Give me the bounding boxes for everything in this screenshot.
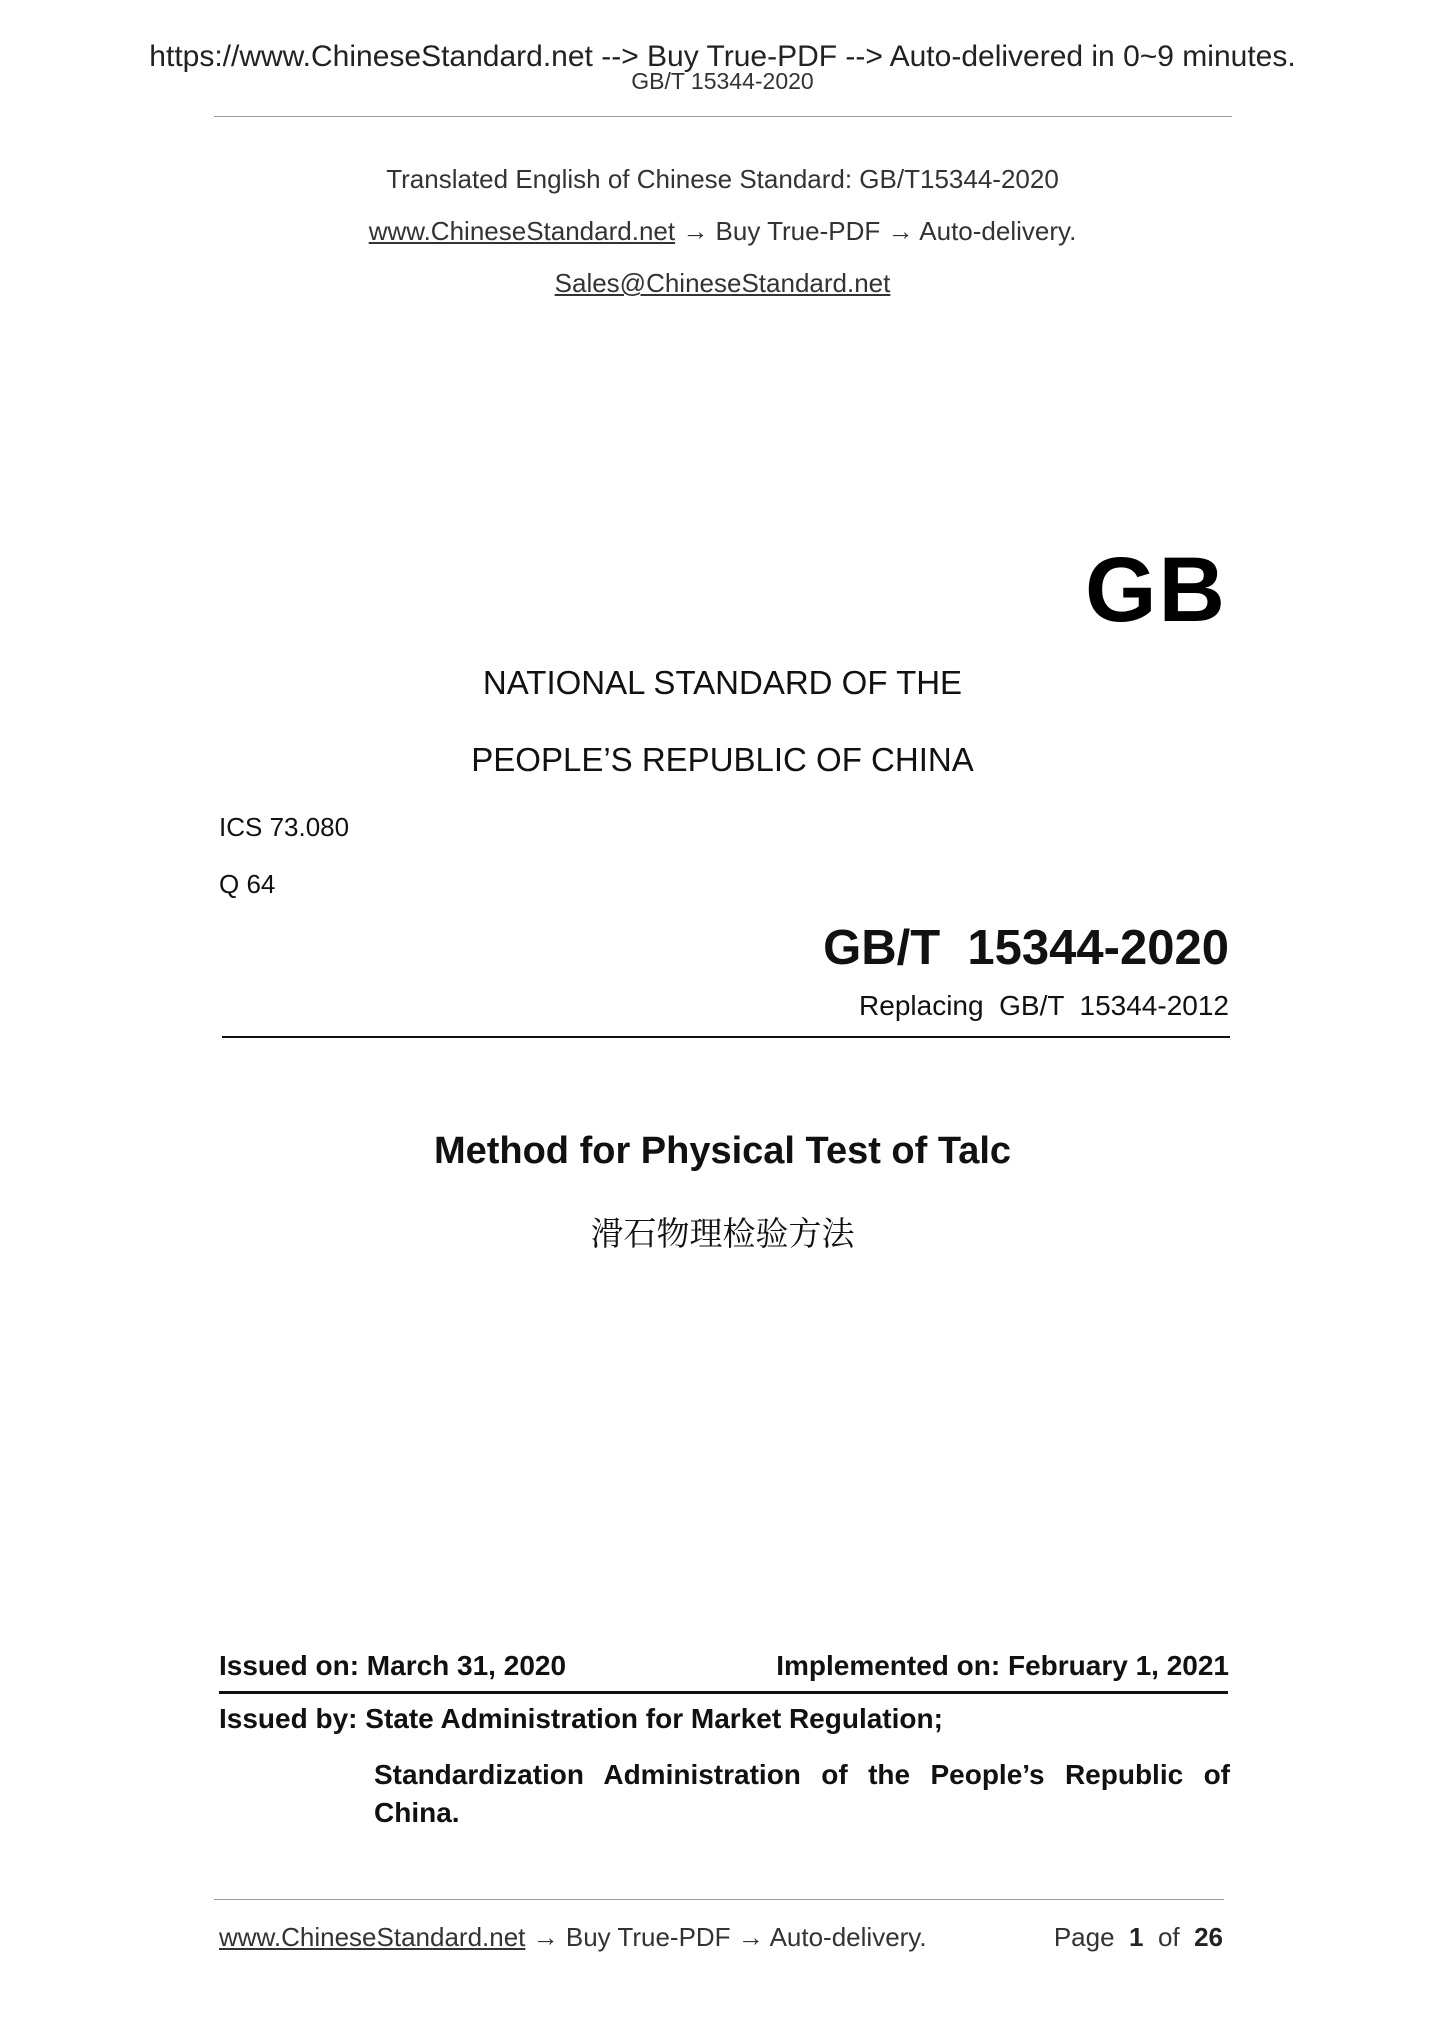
translated-notice: Translated English of Chinese Standard: GB/T15344-2020	[386, 164, 1059, 194]
header-divider	[214, 116, 1232, 117]
implemented-on-date: Implemented on: February 1, 2021	[776, 1650, 1229, 1681]
document-title-en: Method for Physical Test of Talc	[433, 1130, 1012, 1172]
ccs-code: Q 64	[219, 869, 276, 899]
gb-logo: GB	[1085, 539, 1227, 641]
standard-number: GB/T 15344-2020	[823, 921, 1229, 975]
document-title-zh: 滑石物理检验方法	[590, 1215, 855, 1252]
national-standard-line2: PEOPLE’S REPUBLIC OF CHINA	[471, 741, 974, 778]
footer-site-link[interactable]: www.ChineseStandard.net	[219, 1922, 526, 1952]
site-promo-line	[0, 216, 1445, 247]
site-link[interactable]: www.ChineseStandard.net	[368, 216, 676, 246]
footer-divider	[214, 1899, 1224, 1900]
page-current: 1	[1129, 1922, 1144, 1952]
issued-by-second-authority: Standardization Administration of the People’s Republic of China.	[374, 1759, 1230, 1828]
national-standard-line1: NATIONAL STANDARD OF THE	[482, 664, 963, 701]
replacing-standard: Replacing GB/T 15344-2012	[859, 990, 1229, 1021]
buy-text: → Buy True-PDF → Auto-delivery.	[675, 216, 1077, 246]
page-total: 26	[1194, 1922, 1223, 1952]
of-label: of	[1157, 1922, 1180, 1952]
sales-email-link[interactable]: Sales@ChineseStandard.net	[554, 268, 891, 298]
issued-by: Issued by: State Administration for Market Regulation;	[219, 1703, 943, 1734]
issued-on-date: Issued on: March 31, 2020	[219, 1650, 567, 1681]
ics-code: ICS 73.080	[219, 812, 350, 842]
footer-promo	[219, 1922, 927, 1953]
issued-divider	[219, 1691, 1228, 1694]
sales-line	[0, 268, 1445, 299]
page-label: Page	[1053, 1922, 1115, 1952]
page-indicator	[1054, 1922, 1223, 1953]
footer-buy-text: → Buy True-PDF → Auto-delivery.	[525, 1922, 927, 1952]
top-banner: https://www.ChineseStandard.net --> Buy True-PDF --> Auto-delivered in 0~9 minutes.	[149, 40, 1296, 73]
title-divider	[222, 1036, 1230, 1038]
header-standard-code: GB/T 15344-2020	[631, 68, 814, 94]
